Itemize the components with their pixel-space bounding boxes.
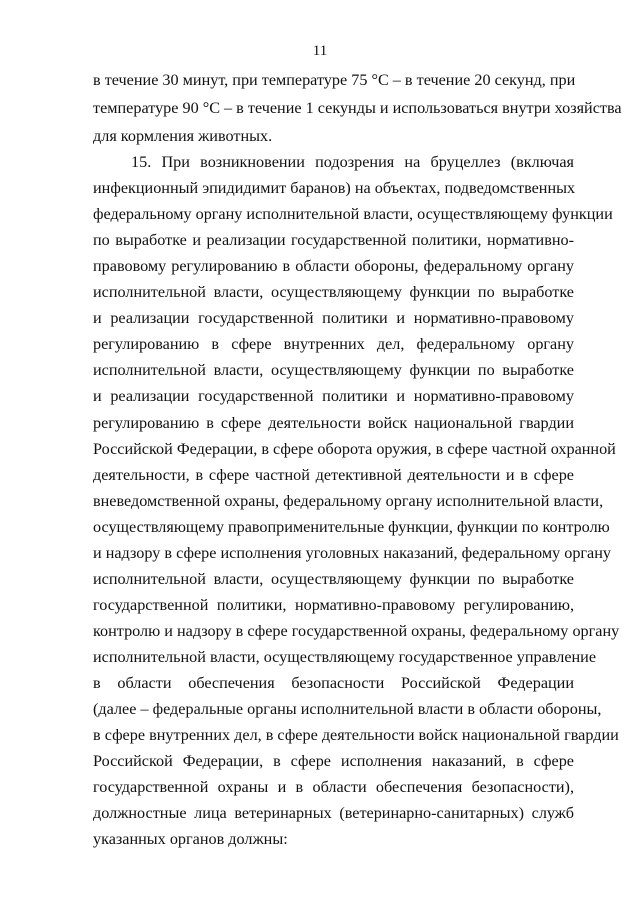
text-line: регулированию в сфере внутренних дел, федеральному органу: [93, 335, 574, 353]
text-line: и реализации государственной политики и нормативно-правовому: [93, 309, 574, 327]
text-line: вневедомственной охраны, федеральному органу исполнительной власти,: [93, 492, 604, 510]
text-line: государственной охраны и в области обеспечения безопасности),: [93, 778, 574, 796]
text-line: и реализации государственной политики и нормативно-правовому: [93, 387, 574, 405]
text-line: инфекционный эпидидимит баранов) на объектах, подведомственных: [93, 179, 576, 197]
text-line: исполнительной власти, осуществляющему государственное управление: [93, 648, 597, 666]
text-line: для кормления животных.: [93, 127, 273, 145]
text-line: контролю и надзору в сфере государственной охраны, федеральному органу: [93, 622, 620, 640]
text-line: в сфере внутренних дел, в сфере деятельности войск национальной гвардии: [93, 726, 619, 744]
text-line: исполнительной власти, осуществляющему функции по выработке: [93, 570, 574, 588]
text-line: деятельности, в сфере частной детективной деятельности и в сфере: [93, 466, 574, 484]
text-line: правовому регулированию в области обороны, федеральному органу: [93, 257, 574, 275]
text-line: исполнительной власти, осуществляющему функции по выработке: [93, 283, 574, 301]
text-line: должностные лица ветеринарных (ветеринарно-санитарных) служб: [93, 804, 574, 822]
text-line: температуре 90 °С – в течение 1 секунды и использоваться внутри хозяйства: [93, 99, 622, 117]
text-line: регулированию в сфере деятельности войск национальной гвардии: [93, 414, 574, 432]
text-line: федеральному органу исполнительной власти, осуществляющему функции: [93, 205, 613, 223]
text-line: по выработке и реализации государственной политики, нормативно-: [93, 231, 574, 249]
text-line: указанных органов должны:: [93, 830, 288, 848]
text-line: и надзору в сфере исполнения уголовных наказаний, федеральному органу: [93, 544, 611, 562]
text-line: Российской Федерации, в сфере исполнения наказаний, в сфере: [93, 752, 574, 770]
paragraph-first-line: 15. При возникновении подозрения на бруцеллез (включая: [131, 153, 574, 171]
text-line: исполнительной власти, осуществляющему функции по выработке: [93, 361, 574, 379]
text-line: Российской Федерации, в сфере оборота оружия, в сфере частной охранной: [93, 440, 616, 458]
text-line: в области обеспечения безопасности Российской Федерации: [93, 674, 574, 692]
text-line: осуществляющему правоприменительные функции, функции по контролю: [93, 518, 610, 536]
text-line: в течение 30 минут, при температуре 75 °С – в течение 20 секунд, при: [93, 71, 576, 89]
page-number: 11: [312, 43, 328, 59]
text-line: государственной политики, нормативно-правовому регулированию,: [93, 596, 574, 614]
text-line: (далее – федеральные органы исполнительной власти в области обороны,: [93, 700, 602, 718]
